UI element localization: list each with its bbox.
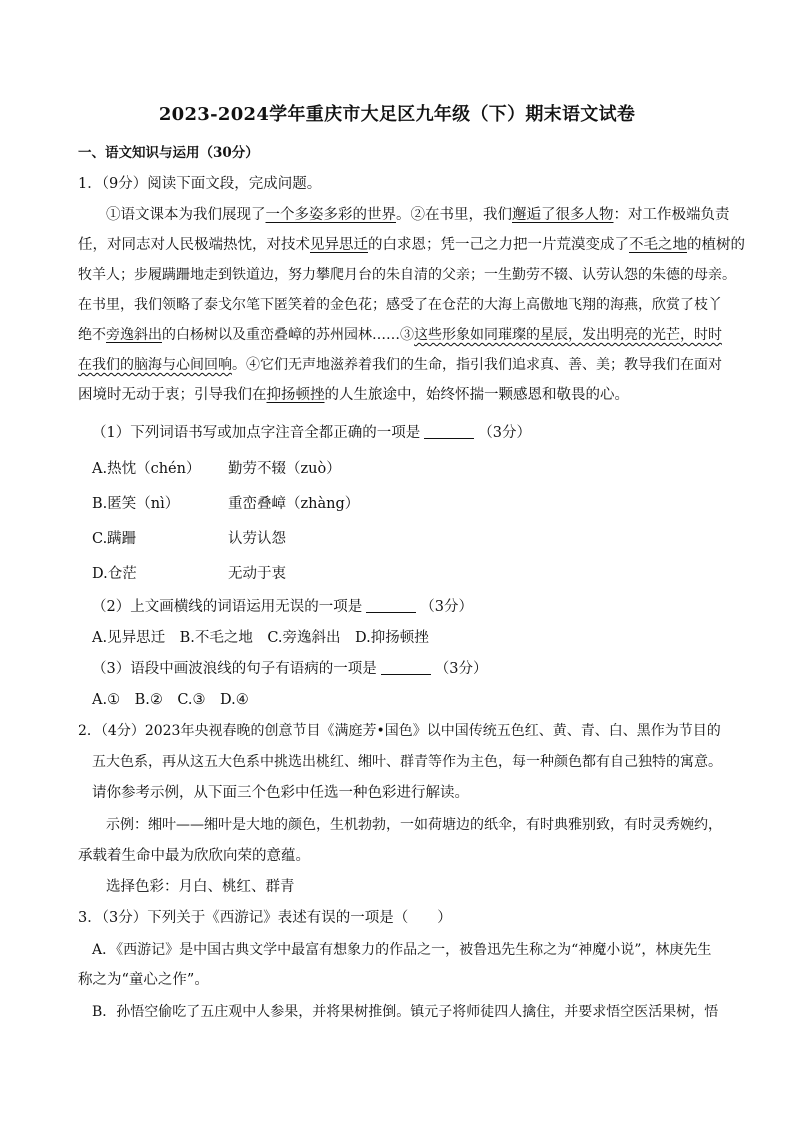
q2-example-line-1: 示例：缃叶——缃叶是大地的颜色，生机勃勃，一如荷塘边的纸伞，有时典雅别致，有时灵秀婉约， — [106, 817, 722, 833]
q2-line-1: 2．（4分）2023年央视春晚的创意节目《满庭芳•国色》以中国传统五色红、黄、青、白、黑作为节目的 — [78, 723, 721, 739]
q2-color-choice: 选择色彩：月白、桃红、群青 — [106, 879, 295, 895]
sub-question-text: （2）上文画横线的词语运用无误的一项是 — [92, 599, 363, 615]
passage-text: 绝不 — [78, 327, 106, 343]
passage-text: 的白求恩；凭一己之力把一片荒漠变成了 — [368, 237, 629, 253]
q2-line-2: 五大色系，再从这五大色系中挑选出桃红、缃叶、群青等作为主色，每一种颜色都有自己独特的寓意。 — [92, 754, 722, 770]
underlined-phrase: 见异思迁 — [310, 237, 368, 253]
underlined-phrase: 邂逅了很多人物 — [512, 207, 614, 223]
sub-question-text: （1）下列词语书写或加点字注音全都正确的一项是 — [92, 425, 421, 441]
answer-blank[interactable] — [424, 424, 474, 439]
passage-text: 任，对同志对人民极端热忱，对技术 — [78, 237, 310, 253]
sub-question-text: （3）语段中画波浪线的句子有语病的一项是 — [92, 661, 377, 677]
passage-line-6 — [78, 354, 722, 376]
q3-option-a-line-2: 称之为“童心之作”。 — [78, 972, 209, 988]
passage-text: 。④它们无声地滋养着我们的生命，指引我们追求真、善、美；教导我们在面对 — [232, 357, 722, 373]
option-a: A.热忱（chén） — [92, 461, 201, 477]
score-label: （3分） — [420, 599, 473, 615]
passage-text: 困境时无动于衷；引导我们在 — [78, 387, 267, 403]
passage-text: 的白杨树以及重峦叠嶂的苏州园林……③ — [162, 327, 414, 343]
underlined-phrase: 不毛之地 — [629, 237, 687, 253]
passage-line-5 — [78, 324, 722, 346]
answer-blank[interactable] — [366, 598, 416, 613]
option-d: D.仓茫 — [92, 566, 137, 582]
sub-question-3 — [92, 658, 487, 680]
passage-line-4: 在书里，我们领略了泰戈尔笔下匿笑着的金色花；感受了在仓茫的大海上高傲地飞翔的海燕，欣赏了枝丫 — [78, 297, 722, 313]
option-a-word: 勤劳不辍（zuò） — [228, 461, 341, 477]
passage-text: ：对工作极端负责 — [613, 207, 730, 223]
q3-option-a-line-1: A．《西游记》是中国古典文学中最富有想象力的作品之一，被鲁迅先生称之为“神魔小说”，林庚先生 — [92, 942, 712, 958]
passage-line-2 — [78, 234, 745, 256]
passage-line-3: 牧羊人；步履蹒跚地走到铁道边，努力攀爬月台的朱自清的父亲；一生勤劳不辍、认劳认怨的朱德的母亲。 — [78, 267, 736, 283]
q2-line-3: 请你参考示例，从下面三个色彩中任选一种色彩进行解读。 — [92, 785, 469, 801]
q3-option-b-line-1: B．孙悟空偷吃了五庄观中人参果，并将果树推倒。镇元子将师徒四人擒住，并要求悟空医活果树，悟 — [92, 1004, 719, 1020]
passage-line-1 — [106, 204, 730, 226]
option-b-word: 重峦叠嶂（zhàng） — [228, 496, 360, 512]
underlined-phrase: 抑扬顿挫 — [266, 387, 325, 403]
passage-text: ①语文课本为我们展现了 — [106, 207, 266, 223]
options-line-2: A.见异思迁 B.不毛之地 C.旁逸斜出 D.抑扬顿挫 — [92, 630, 429, 646]
q3-stem: 3．（3分）下列关于《西游记》表述有误的一项是（ ） — [78, 910, 452, 926]
passage-text: 的植树的 — [687, 237, 745, 253]
option-b: B.匿笑（nì） — [92, 496, 180, 512]
option-c-word: 认劳认怨 — [228, 531, 286, 547]
wavy-sentence: 这些形象如同璀璨的星辰，发出明亮的光芒，时时 — [414, 327, 722, 343]
sub-question-2 — [92, 596, 473, 618]
underlined-phrase: 旁逸斜出 — [106, 327, 162, 343]
options-line-3: A.① B.② C.③ D.④ — [92, 692, 249, 708]
passage-text: 的人生旅途中，始终怀揣一颗感恩和敬畏的心。 — [324, 387, 629, 403]
underlined-phrase: 一个多姿多彩的世界 — [265, 207, 396, 223]
passage-text: 。②在书里，我们 — [396, 207, 512, 223]
passage-line-7 — [78, 384, 629, 406]
score-label: （3分） — [478, 425, 531, 441]
wavy-sentence: 在我们的脑海与心间回响 — [78, 357, 232, 373]
q1-stem: 1．（9分）阅读下面文段，完成问题。 — [78, 176, 322, 192]
option-d-word: 无动于衷 — [228, 566, 286, 582]
section-heading: 一、语文知识与运用（30分） — [78, 145, 259, 161]
q2-example-line-2: 承载着生命中最为欣欣向荣的意蕴。 — [78, 848, 310, 864]
score-label: （3分） — [434, 661, 488, 677]
page-title: 2023-2024学年重庆市大足区九年级（下）期末语文试卷 — [158, 104, 636, 125]
option-c: C.蹒跚 — [92, 531, 137, 547]
sub-question-1 — [92, 422, 531, 444]
answer-blank[interactable] — [381, 660, 431, 675]
